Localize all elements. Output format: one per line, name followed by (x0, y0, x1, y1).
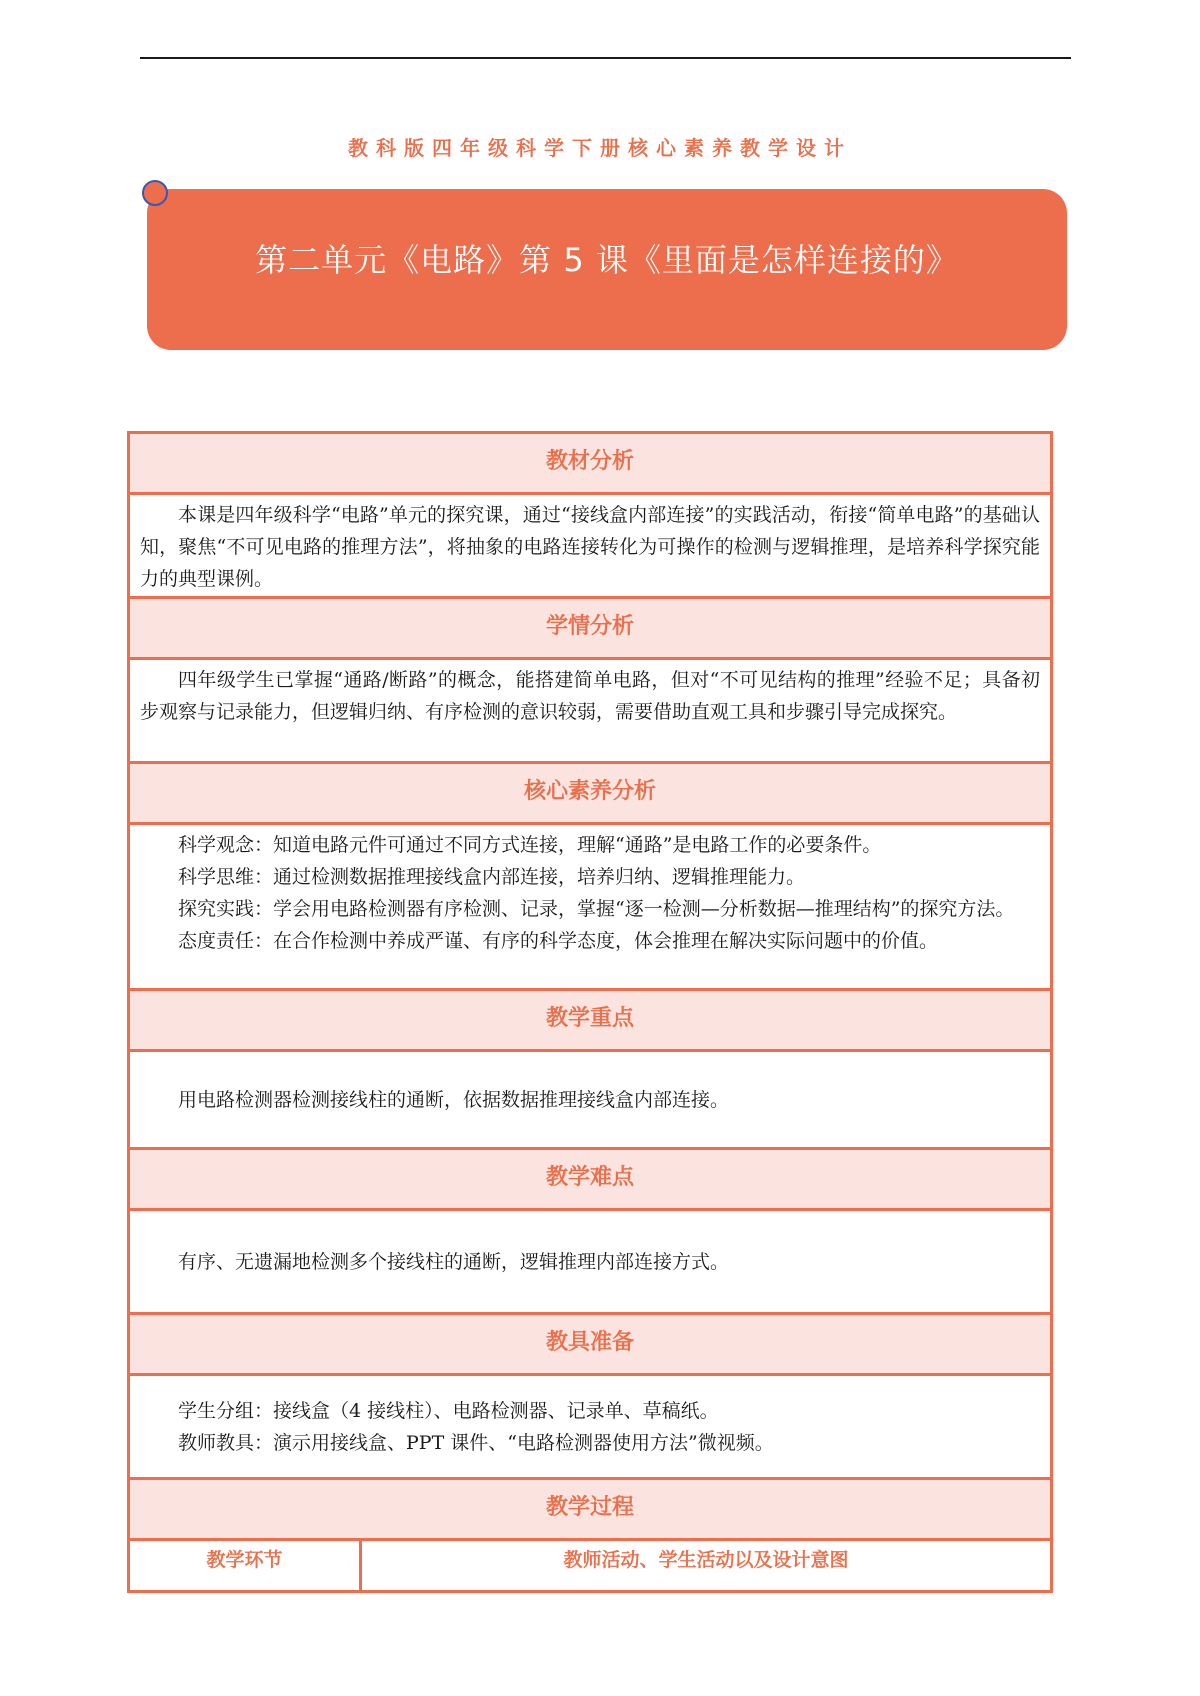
students-paragraph: 四年级学生已掌握“通路/断路”的概念，能搭建简单电路，但对“不可见结构的推理”经验不足；具备初步观察与记录能力，但逻辑归纳、有序检测的意识较弱，需要借助直观工具和步骤引导完成探究。 (140, 669, 1041, 723)
process-column-headers (129, 1540, 1052, 1592)
literacy-concept: 科学观念：知道电路元件可通过不同方式连接，理解“通路”是电路工作的必要条件。 (178, 834, 882, 856)
section-title-process: 教学过程 (129, 1479, 1052, 1540)
section-title-key-points: 教学重点 (129, 990, 1052, 1051)
section-header-literacy (129, 763, 1052, 824)
lesson-plan-table (127, 431, 1053, 1593)
top-rule (140, 57, 1071, 59)
materials-teacher: 教师教具：演示用接线盒、PPT 课件、“电路检测器使用方法”微视频。 (178, 1431, 774, 1454)
section-header-difficulties (129, 1149, 1052, 1210)
column-header-activities: 教师活动、学生活动以及设计意图 (361, 1540, 1052, 1592)
literacy-attitude: 态度责任：在合作检测中养成严谨、有序的科学态度，体会推理在解决实际问题中的价值。 (178, 930, 939, 952)
textbook-paragraph: 本课是四年级科学“电路”单元的探究课，通过“接线盒内部连接”的实践活动，衔接“简单电路”的基础认知，聚焦“不可见电路的推理方法”，将抽象的电路连接转化为可操作的检测与逻辑推理，是培养科学探究能力的典型课例。 (140, 504, 1041, 590)
difficulties-paragraph: 有序、无遗漏地检测多个接线柱的通断，逻辑推理内部连接方式。 (178, 1250, 730, 1273)
section-body-materials (129, 1375, 1052, 1479)
section-body-textbook (129, 494, 1052, 598)
section-title-materials: 教具准备 (129, 1314, 1052, 1375)
section-header-process (129, 1479, 1052, 1540)
lesson-title: 第二单元《电路》第 5 课《里面是怎样连接的》 (255, 241, 959, 279)
materials-students: 学生分组：接线盒（4 接线柱）、电路检测器、记录单、草稿纸。 (178, 1399, 719, 1422)
section-title-difficulties: 教学难点 (129, 1149, 1052, 1210)
lesson-banner (147, 189, 1067, 350)
section-header-materials (129, 1314, 1052, 1375)
section-body-key-points (129, 1051, 1052, 1149)
column-header-stage: 教学环节 (129, 1540, 361, 1592)
section-header-key-points (129, 990, 1052, 1051)
section-header-students (129, 598, 1052, 659)
section-body-difficulties (129, 1210, 1052, 1314)
section-header-textbook (129, 433, 1052, 494)
literacy-thinking: 科学思维：通过检测数据推理接线盒内部连接，培养归纳、逻辑推理能力。 (178, 866, 806, 888)
section-title-literacy: 核心素养分析 (129, 763, 1052, 824)
section-title-textbook: 教材分析 (129, 433, 1052, 494)
section-title-students: 学情分析 (129, 598, 1052, 659)
section-body-literacy (129, 824, 1052, 990)
literacy-practice: 探究实践：学会用电路检测器有序检测、记录，掌握“逐一检测—分析数据—推理结构”的探究方法。 (178, 898, 1015, 920)
banner-dot-decoration (142, 180, 168, 206)
series-title: 教科版四年级科学下册核心素养教学设计 (348, 136, 852, 160)
key-points-paragraph: 用电路检测器检测接线柱的通断，依据数据推理接线盒内部连接。 (178, 1088, 730, 1111)
section-body-students (129, 659, 1052, 763)
